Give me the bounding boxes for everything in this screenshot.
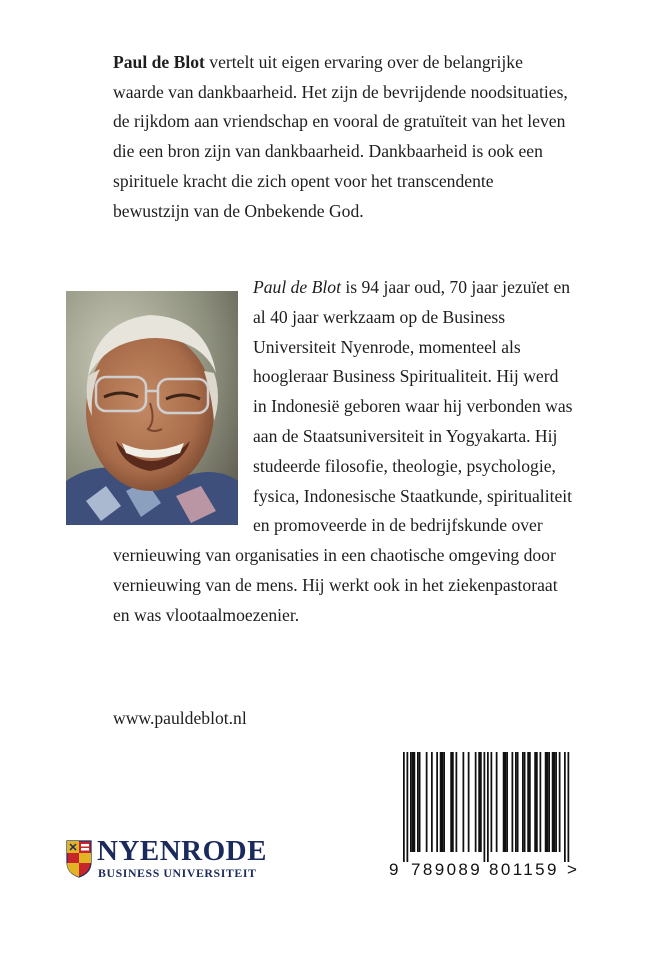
barcode-bar	[452, 752, 454, 852]
isbn-digits	[389, 860, 579, 882]
barcode-guard-bar	[568, 752, 570, 862]
barcode-bar	[548, 752, 550, 852]
barcode-bar	[410, 752, 412, 852]
barcode-bar	[547, 752, 549, 852]
barcode-bar	[527, 752, 529, 852]
barcode-bar	[468, 752, 470, 852]
barcode-bar	[545, 752, 547, 852]
barcode-guard-bar	[403, 752, 405, 862]
barcode-bar	[417, 752, 419, 852]
bio-text: is 94 jaar oud, 70 jaar jezuïet en al 40 jaar werkzaam op de Business Universiteit Nyenrode, momenteel als hoogleraar Business Spiritualiteit. Hij werd in Indonesië geboren waar hij verbonden was aan de Staatsuniversiteit in Yogyakarta. Hij studeerde filosofie, theologie, psychologie, fysica, Indonesische Staatkunde, spiritualiteit en promoveerde in de bedrijfskunde over vernieuwing van organisaties in een chaotische omgeving door vernieuwing van de mens. Hij werkt ook in het ziekenpastoraat en was vlootaalmoezenier.	[113, 277, 573, 625]
barcode-bar	[503, 752, 505, 852]
barcode-bar	[515, 752, 517, 852]
barcode-bar	[426, 752, 428, 852]
barcode-bar	[536, 752, 538, 852]
isbn-quiet-mark: >	[567, 860, 577, 879]
intro-text: vertelt uit eigen ervaring over de belangrijke waarde van dankbaarheid. Het zijn de bevrijdende noodsituaties, de rijkdom aan vriendschap en vooral de gratuïteit van het leven die een bron zijn van dankbaarheid. Dankbaarheid is ook een spirituele kracht die zich opent voor het transcendente bewustzijn van de Onbekende God.	[113, 52, 568, 221]
barcode-bar	[431, 752, 433, 852]
barcode-bar	[440, 752, 442, 852]
barcode-bars	[389, 752, 579, 862]
barcode-bar	[414, 752, 416, 852]
barcode-bar	[505, 752, 507, 852]
barcode-bar	[456, 752, 458, 852]
barcode-bar	[419, 752, 421, 852]
isbn-prefix-digit: 9	[389, 860, 399, 879]
barcode-bar	[450, 752, 452, 852]
barcode-bar	[559, 752, 561, 852]
barcode-bar	[475, 752, 477, 852]
website-link[interactable]: www.pauldeblot.nl	[113, 708, 247, 728]
barcode-guard-bar	[564, 752, 566, 862]
barcode-bar	[478, 752, 480, 852]
intro-paragraph	[113, 48, 573, 226]
barcode-bar	[443, 752, 445, 852]
biography-paragraph	[113, 273, 573, 631]
isbn-group-1: 789089	[411, 860, 483, 879]
barcode-bar	[554, 752, 556, 852]
nyenrode-logo	[66, 835, 267, 884]
isbn-barcode	[389, 752, 579, 882]
barcode-bar	[442, 752, 444, 852]
bio-author-name: Paul de Blot	[253, 277, 341, 297]
barcode-bar	[412, 752, 414, 852]
barcode-bar	[534, 752, 536, 852]
barcode-bar	[540, 752, 542, 852]
barcode-bar	[436, 752, 438, 852]
barcode-guard-bar	[484, 752, 486, 862]
nyenrode-coat-of-arms-icon	[66, 840, 92, 878]
barcode-bar	[555, 752, 557, 852]
barcode-bar	[463, 752, 465, 852]
barcode-guard-bar	[407, 752, 409, 862]
barcode-bar	[491, 752, 493, 852]
barcode-bar	[512, 752, 514, 852]
barcode-bar	[522, 752, 524, 852]
barcode-bar	[496, 752, 498, 852]
isbn-group-2: 801159	[489, 860, 559, 879]
barcode-bar	[552, 752, 554, 852]
logo-subtitle: BUSINESS UNIVERSITEIT	[98, 866, 257, 880]
barcode-bar	[480, 752, 482, 852]
logo-name: NYENRODE	[97, 835, 267, 867]
barcode-bar	[529, 752, 531, 852]
barcode-bar	[517, 752, 519, 852]
barcode-bar	[506, 752, 508, 852]
barcode-bar	[524, 752, 526, 852]
barcode-guard-bar	[487, 752, 489, 862]
intro-author-name: Paul de Blot	[113, 52, 205, 72]
